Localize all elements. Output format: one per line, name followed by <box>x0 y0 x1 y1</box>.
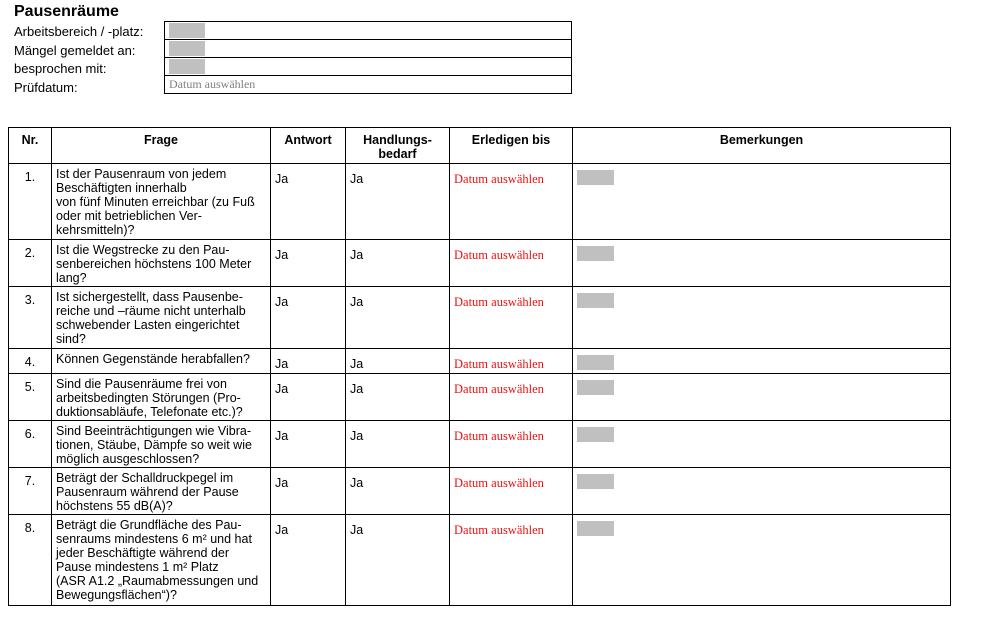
row-bemerkungen-input[interactable] <box>577 474 614 489</box>
row-bemerkungen-cell <box>573 421 951 468</box>
row-bemerkungen-input[interactable] <box>577 521 614 536</box>
row-erledigen-cell <box>450 164 573 240</box>
label-pruefdatum: Prüfdatum: <box>14 80 78 95</box>
header-handlungsbedarf-line2: bedarf <box>378 147 417 161</box>
row-date-picker[interactable]: Datum auswählen <box>454 248 544 262</box>
row-bemerkungen-cell <box>573 240 951 287</box>
table-row <box>9 468 951 515</box>
row-handlungsbedarf-dropdown[interactable]: Ja <box>346 164 450 240</box>
row-number: 3. <box>9 287 52 349</box>
row-date-picker[interactable]: Datum auswählen <box>454 172 544 186</box>
maengel-gemeldet-input[interactable] <box>169 41 205 56</box>
row-handlungsbedarf-dropdown[interactable]: Ja <box>346 421 450 468</box>
row-bemerkungen-cell <box>573 287 951 349</box>
table-header-row <box>9 128 951 164</box>
arbeitsbereich-field[interactable] <box>165 22 572 40</box>
row-bemerkungen-cell <box>573 349 951 374</box>
row-antwort-dropdown[interactable]: Ja <box>271 374 346 421</box>
row-question: Ist sichergestellt, dass Pausenbe-reiche und –räume nicht unterhalb schwebender Lasten eingerichtet sind? <box>52 287 271 349</box>
row-question: Ist der Pausenraum von jedem Beschäftigten innerhalb von fünf Minuten erreichbar (zu Fuß oder mit betrieblichen Ver-kehrsmitteln)? <box>52 164 271 240</box>
row-question: Beträgt der Schalldruckpegel im Pausenraum während der Pause höchstens 55 dB(A)? <box>52 468 271 515</box>
label-arbeitsbereich: Arbeitsbereich / -platz: <box>14 24 144 39</box>
row-antwort-dropdown[interactable]: Ja <box>271 468 346 515</box>
row-number: 6. <box>9 421 52 468</box>
row-number: 4. <box>9 349 52 374</box>
table-row <box>9 240 951 287</box>
row-question: Sind die Pausenräume frei von arbeitsbedingten Störungen (Pro-duktionsabläufe, Telefonate etc.)? <box>52 374 271 421</box>
row-bemerkungen-input[interactable] <box>577 427 614 442</box>
label-maengel-gemeldet: Mängel gemeldet an: <box>14 43 136 58</box>
row-antwort-dropdown[interactable]: Ja <box>271 164 346 240</box>
arbeitsbereich-input[interactable] <box>169 23 205 38</box>
table-row <box>9 374 951 421</box>
row-antwort-dropdown[interactable]: Ja <box>271 240 346 287</box>
row-antwort-dropdown[interactable]: Ja <box>271 421 346 468</box>
pruefdatum-field[interactable] <box>165 76 572 94</box>
header-frage: Frage <box>52 128 271 164</box>
header-handlungsbedarf-line1: Handlungs- <box>363 133 432 147</box>
row-handlungsbedarf-dropdown[interactable]: Ja <box>346 468 450 515</box>
row-bemerkungen-input[interactable] <box>577 170 614 185</box>
row-bemerkungen-cell <box>573 515 951 606</box>
row-handlungsbedarf-dropdown[interactable]: Ja <box>346 240 450 287</box>
besprochen-mit-input[interactable] <box>169 59 205 74</box>
row-handlungsbedarf-dropdown[interactable]: Ja <box>346 349 450 374</box>
row-erledigen-cell <box>450 287 573 349</box>
row-bemerkungen-input[interactable] <box>577 246 614 261</box>
row-number: 1. <box>9 164 52 240</box>
row-erledigen-cell <box>450 515 573 606</box>
row-number: 2. <box>9 240 52 287</box>
besprochen-mit-field[interactable] <box>165 58 572 76</box>
row-bemerkungen-input[interactable] <box>577 355 614 370</box>
row-erledigen-cell <box>450 374 573 421</box>
row-date-picker[interactable]: Datum auswählen <box>454 357 544 371</box>
row-number: 8. <box>9 515 52 606</box>
pruefdatum-date-picker[interactable]: Datum auswählen <box>169 77 256 91</box>
row-number: 7. <box>9 468 52 515</box>
row-bemerkungen-input[interactable] <box>577 293 614 308</box>
table-row <box>9 287 951 349</box>
row-question: Sind Beeinträchtigungen wie Vibra-tionen, Stäube, Dämpfe so weit wie möglich ausgeschlossen? <box>52 421 271 468</box>
page-title: Pausenräume <box>14 3 119 20</box>
maengel-gemeldet-field[interactable] <box>165 40 572 58</box>
header-info-table <box>164 21 572 94</box>
row-erledigen-cell <box>450 468 573 515</box>
header-erledigen-bis: Erledigen bis <box>450 128 573 164</box>
table-row <box>9 421 951 468</box>
row-bemerkungen-input[interactable] <box>577 380 614 395</box>
table-row <box>9 349 951 374</box>
table-row <box>9 164 951 240</box>
row-antwort-dropdown[interactable]: Ja <box>271 349 346 374</box>
row-number: 5. <box>9 374 52 421</box>
header-nr: Nr. <box>9 128 52 164</box>
header-handlungsbedarf <box>346 128 450 164</box>
row-date-picker[interactable]: Datum auswählen <box>454 523 544 537</box>
row-date-picker[interactable]: Datum auswählen <box>454 476 544 490</box>
row-date-picker[interactable]: Datum auswählen <box>454 382 544 396</box>
row-erledigen-cell <box>450 421 573 468</box>
row-handlungsbedarf-dropdown[interactable]: Ja <box>346 287 450 349</box>
row-date-picker[interactable]: Datum auswählen <box>454 429 544 443</box>
row-antwort-dropdown[interactable]: Ja <box>271 287 346 349</box>
row-antwort-dropdown[interactable]: Ja <box>271 515 346 606</box>
row-bemerkungen-cell <box>573 374 951 421</box>
row-date-picker[interactable]: Datum auswählen <box>454 295 544 309</box>
row-question: Beträgt die Grundfläche des Pau-senraums mindestens 6 m² und hat jeder Beschäftigte während der Pause mindestens 1 m² Platz (ASR A1.2 „Raumabmessungen und Bewegungsflächen“)? <box>52 515 271 606</box>
row-question: Ist die Wegstrecke zu den Pau-senbereichen höchstens 100 Meter lang? <box>52 240 271 287</box>
header-bemerkungen: Bemerkungen <box>573 128 951 164</box>
row-erledigen-cell <box>450 349 573 374</box>
row-erledigen-cell <box>450 240 573 287</box>
checklist-table <box>8 127 951 606</box>
header-antwort: Antwort <box>271 128 346 164</box>
row-handlungsbedarf-dropdown[interactable]: Ja <box>346 515 450 606</box>
row-bemerkungen-cell <box>573 468 951 515</box>
row-handlungsbedarf-dropdown[interactable]: Ja <box>346 374 450 421</box>
row-bemerkungen-cell <box>573 164 951 240</box>
row-question: Können Gegenstände herabfallen? <box>52 349 271 374</box>
table-row <box>9 515 951 606</box>
label-besprochen-mit: besprochen mit: <box>14 61 107 76</box>
